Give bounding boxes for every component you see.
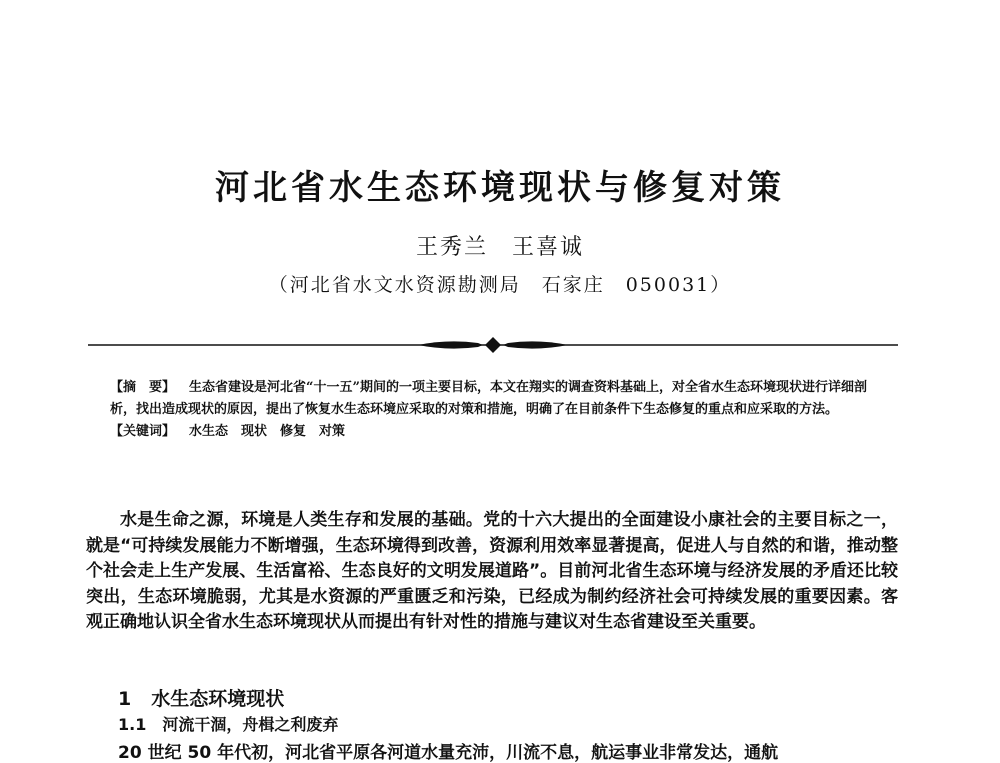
- abstract-text: 生态省建设是河北省“十一五”期间的一项主要目标，本文在翔实的调查资料基础上，对全省水生态环境现状进行详细剖析，找出造成现状的原因，提出了恢复水生态环境应采取的对策和措施，明确了在目前条件下生态修复的重点和应采取的方法。: [110, 380, 867, 417]
- intro-paragraph: 水是生命之源，环境是人类生存和发展的基础。党的十六大提出的全面建设小康社会的主要目标之一，就是“可持续发展能力不断增强，生态环境得到改善，资源利用效率显著提高，促进人与自然的和谐，推动整个社会走上生产发展、生活富裕、生态良好的文明发展道路”。目前河北省生态环境与经济发展的矛盾还比较突出，生态环境脆弱，尤其是水资源的严重匮乏和污染，已经成为制约经济社会可持续发展的重要因素。客观正确地认识全省水生态环境现状从而提出有针对性的措施与建议对生态省建设至关重要。: [86, 510, 898, 632]
- partial-body-line: 20 世纪 50 年代初，河北省平原各河道水量充沛，川流不息，航运事业非常发达，通航: [118, 743, 779, 763]
- authors: 王秀兰 王喜诚: [415, 235, 584, 260]
- affiliation: （河北省水文水资源勘测局 石家庄 050031）: [268, 274, 732, 296]
- abstract-block: [110, 377, 870, 443]
- keywords-label: 【关键词】: [110, 424, 176, 439]
- paper-title: 河北省水生态环境现状与修复对策: [215, 168, 785, 208]
- ornamental-divider: [88, 334, 898, 358]
- section-1-1-title: 河流干涸，舟楫之利废弃: [162, 715, 339, 734]
- section-1-1-heading: [118, 712, 338, 735]
- keywords-text: 水生态 现状 修复 对策: [189, 424, 346, 439]
- keywords: [110, 421, 870, 443]
- section-1-number: 1: [118, 688, 132, 710]
- abstract: [110, 377, 870, 421]
- section-1-heading: [118, 684, 284, 711]
- abstract-label: 【摘 要】: [110, 380, 176, 395]
- section-1-1-number: 1.1: [118, 715, 147, 734]
- section-1-title: 水生态环境现状: [151, 688, 285, 710]
